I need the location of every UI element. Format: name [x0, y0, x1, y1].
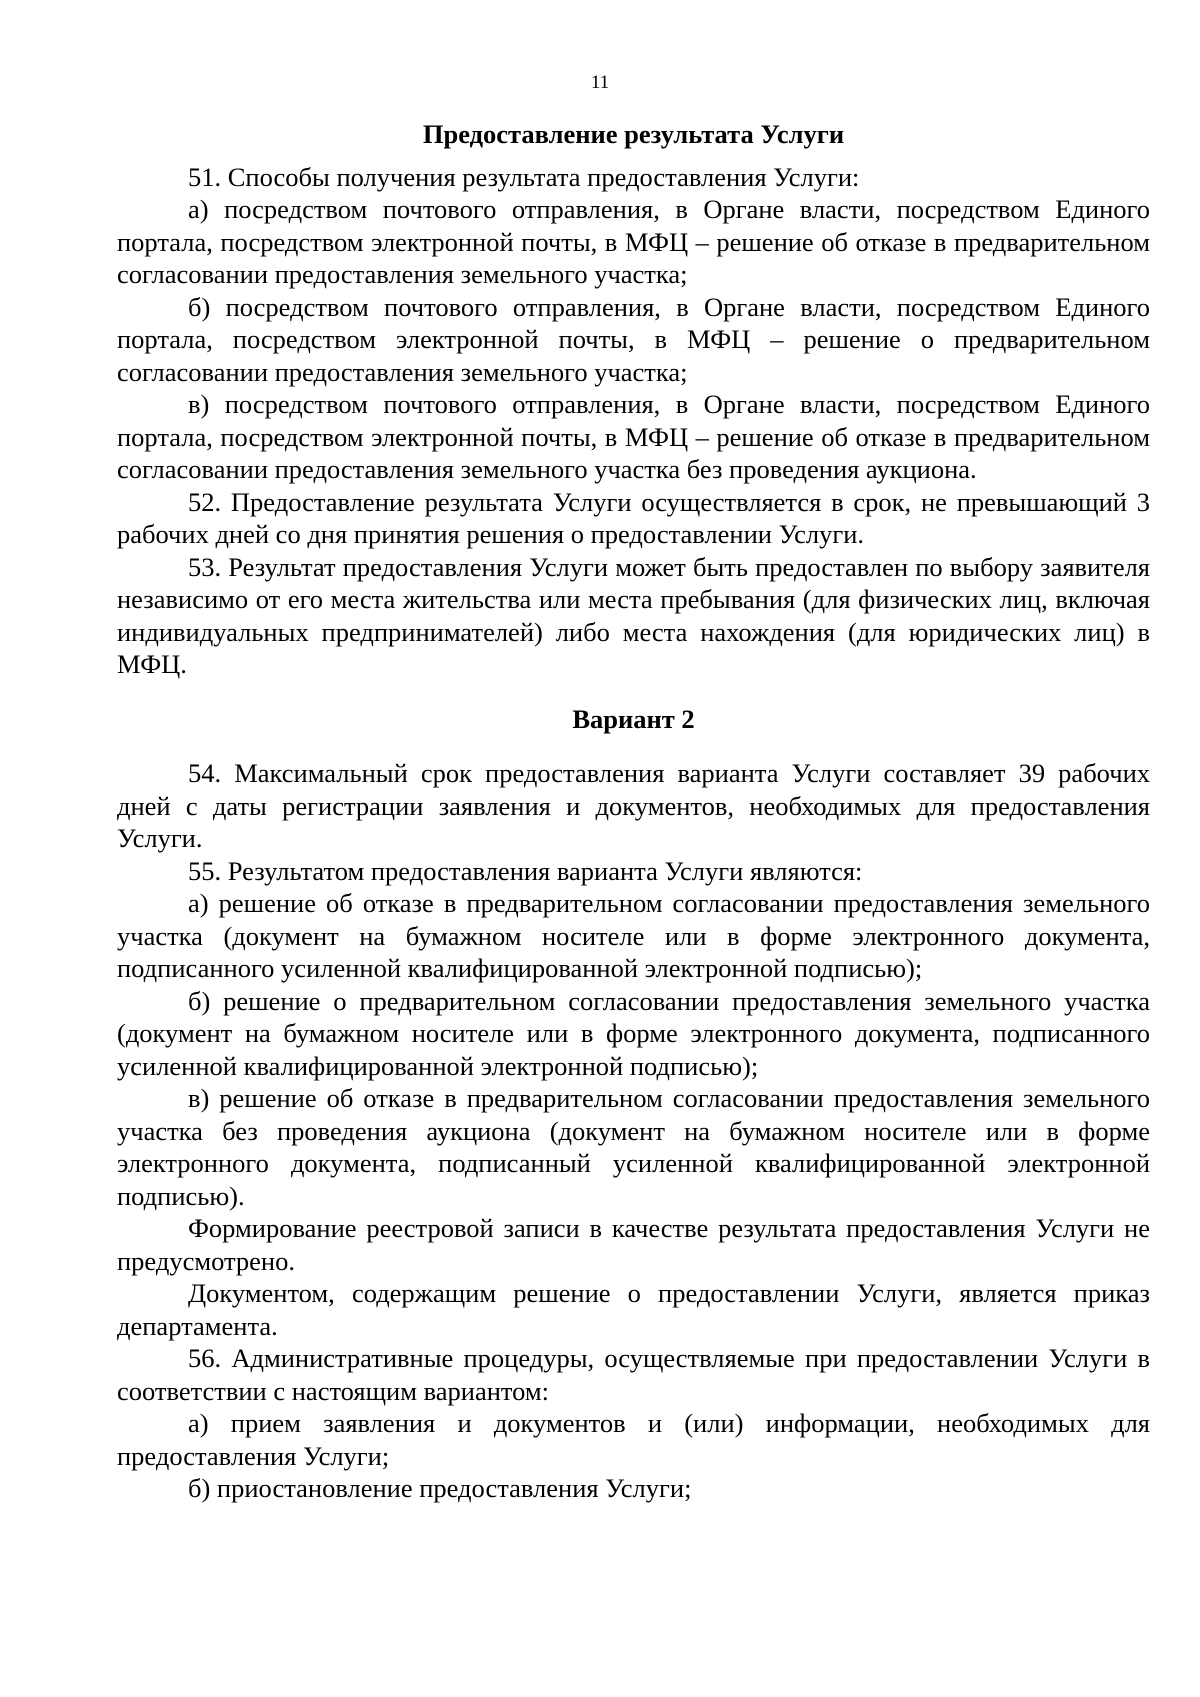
section-heading-result: Предоставление результата Услуги	[422, 119, 845, 149]
paragraph-56-a: а) прием заявления и документов и (или) информации, необходимых для предоставления Услуги;	[117, 1408, 1150, 1471]
section-heading-variant-2: Вариант 2	[572, 703, 695, 734]
paragraph-56: 56. Административные процедуры, осуществляемые при предоставлении Услуги в соответствии с настоящим вариантом:	[117, 1343, 1150, 1406]
paragraph-53: 53. Результат предоставления Услуги может быть предоставлен по выбору заявителя независимо от его места жительства или места пребывания (для физических лиц, включая индивидуальных предпринимателей) либо места нахождения (для юридических лиц) в МФЦ.	[117, 551, 1150, 679]
paragraph-55-b: б) решение о предварительном согласовании предоставления земельного участка (документ на бумажном носителе или в форме электронного документа, подписанного усиленной квалифицированной электронной подписью);	[117, 985, 1150, 1081]
page-number: 11	[590, 72, 610, 93]
paragraph-56-b: б) приостановление предоставления Услуги;	[188, 1473, 692, 1503]
paragraph-55: 55. Результатом предоставления варианта Услуги являются:	[188, 855, 863, 886]
paragraph-51-a: а) посредством почтового отправления, в Органе власти, посредством Единого портала, посредством электронной почты, в МФЦ – решение об отказе в предварительном согласовании предоставления земельного участка;	[117, 194, 1150, 289]
paragraph-54: 54. Максимальный срок предоставления варианта Услуги составляет 39 рабочих дней с даты регистрации заявления и документов, необходимых для предоставления Услуги.	[117, 758, 1150, 853]
paragraph-registry-note: Формирование реестровой записи в качестве результата предоставления Услуги не предусмотрено.	[117, 1213, 1150, 1276]
paragraph-51: 51. Способы получения результата предоставления Услуги:	[188, 161, 860, 192]
paragraph-55-a: а) решение об отказе в предварительном согласовании предоставления земельного участка (документ на бумажном носителе или в форме электронного документа, подписанного усиленной квалифицированной электронной подписью);	[117, 888, 1150, 983]
document-body	[117, 118, 1150, 1505]
paragraph-decision-document: Документом, содержащим решение о предоставлении Услуги, является приказ департамента.	[117, 1278, 1150, 1341]
paragraph-55-c: в) решение об отказе в предварительном согласовании предоставления земельного участка без проведения аукциона (документ на бумажном носителе или в форме электронного документа, подписанный усиленной квалифицированной электронной подписью).	[117, 1083, 1150, 1211]
paragraph-52: 52. Предоставление результата Услуги осуществляется в срок, не превышающий 3 рабочих дней со дня принятия решения о предоставлении Услуги.	[117, 486, 1150, 549]
paragraph-51-c: в) посредством почтового отправления, в Органе власти, посредством Единого портала, посредством электронной почты, в МФЦ – решение об отказе в предварительном согласовании предоставления земельного участка без проведения аукциона.	[117, 389, 1150, 484]
paragraph-51-b: б) посредством почтового отправления, в Органе власти, посредством Единого портала, посредством электронной почты, в МФЦ – решение о предварительном согласовании предоставления земельного участка;	[117, 291, 1150, 387]
